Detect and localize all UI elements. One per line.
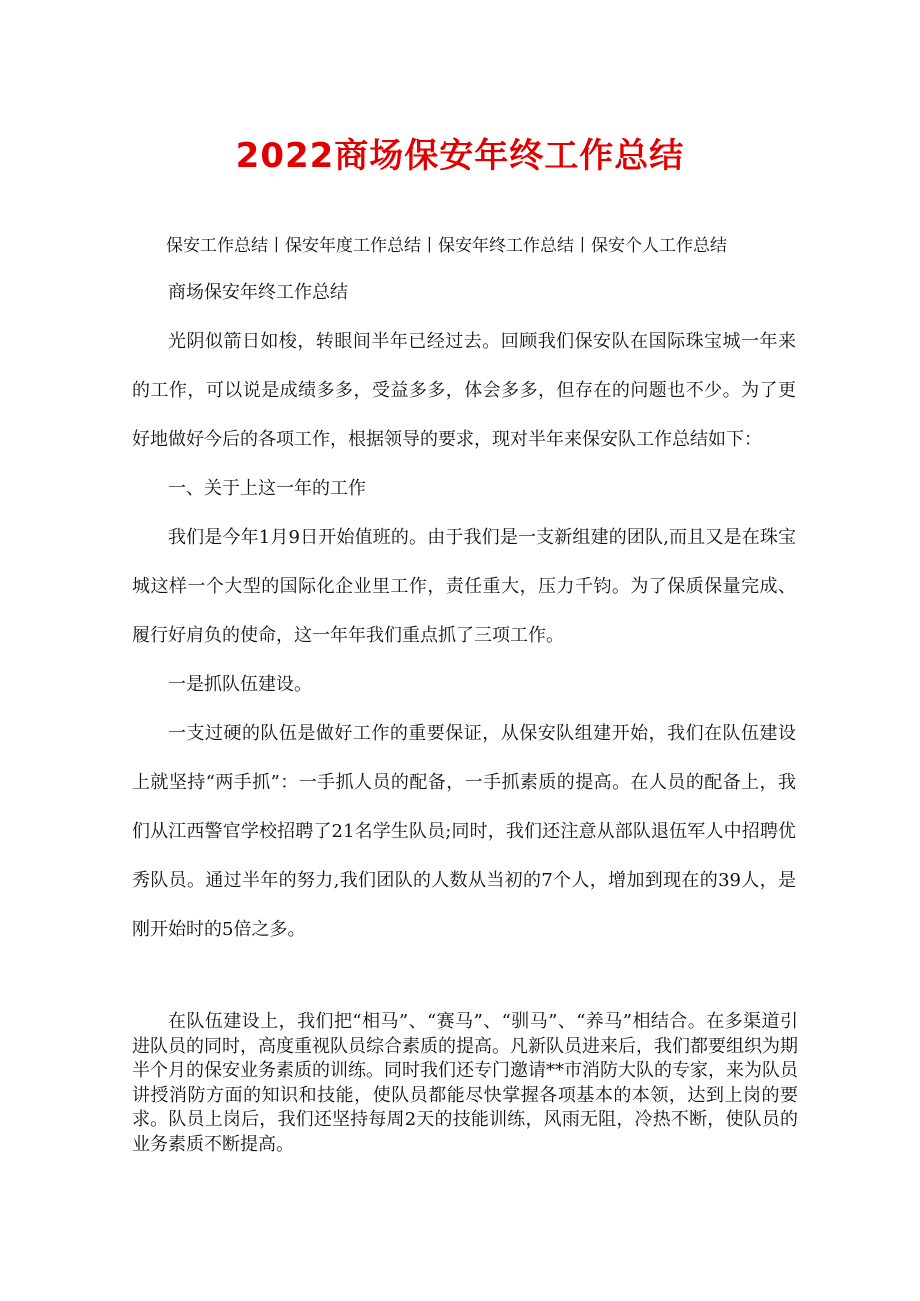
document-title: 2022商场保安年终工作总结 xyxy=(235,136,685,176)
main-body xyxy=(132,268,796,954)
paragraph-work-start: 我们是今年1月9日开始值班的。由于我们是一支新组建的团队,而且又是在珠宝城这样一个大型的国际化企业里工作，责任重大，压力千钧。为了保质保量完成、履行好肩负的使命，这一年年我们重点抓了三项工作。 xyxy=(132,527,796,646)
document-subtitle: 商场保安年终工作总结 xyxy=(168,282,348,303)
subsection-heading-team: 一是抓队伍建设。 xyxy=(168,674,312,695)
category-tags xyxy=(132,222,796,271)
final-body xyxy=(132,1010,798,1157)
tags-line: 保安工作总结丨保安年度工作总结丨保安年终工作总结丨保安个人工作总结 xyxy=(166,236,727,256)
paragraph-training: 在队伍建设上，我们把“相马”、“赛马”、“驯马”、“养马”相结合。在多渠道引进队员的同时，高度重视队员综合素质的提高。凡新队员进来后，我们都要组织为期半个月的保安业务素质的训练。同时我们还专门邀请**市消防大队的专家，来为队员讲授消防方面的知识和技能，使队员都能尽快掌握各项基本的本领，达到上岗的要求。队员上岗后，我们还坚持每周2天的技能训练，风雨无阻，冷热不断，使队员的业务素质不断提高。 xyxy=(132,1011,798,1155)
paragraph-intro: 光阴似箭日如梭，转眼间半年已经过去。回顾我们保安队在国际珠宝城一年来的工作，可以说是成绩多多，受益多多，体会多多，但存在的问题也不少。为了更好地做好今后的各项工作，根据领导的要求，现对半年来保安队工作总结如下： xyxy=(132,331,796,450)
section-heading-1: 一、关于上这一年的工作 xyxy=(168,478,366,499)
paragraph-team-building: 一支过硬的队伍是做好工作的重要保证，从保安队组建开始，我们在队伍建设上就坚持“两手抓”：一手抓人员的配备，一手抓素质的提高。在人员的配备上，我们从江西警官学校招聘了21名学生队员;同时，我们还注意从部队退伍军人中招聘优秀队员。通过半年的努力,我们团队的人数从当初的7个人，增加到现在的39人，是刚开始时的5倍之多。 xyxy=(132,723,796,940)
